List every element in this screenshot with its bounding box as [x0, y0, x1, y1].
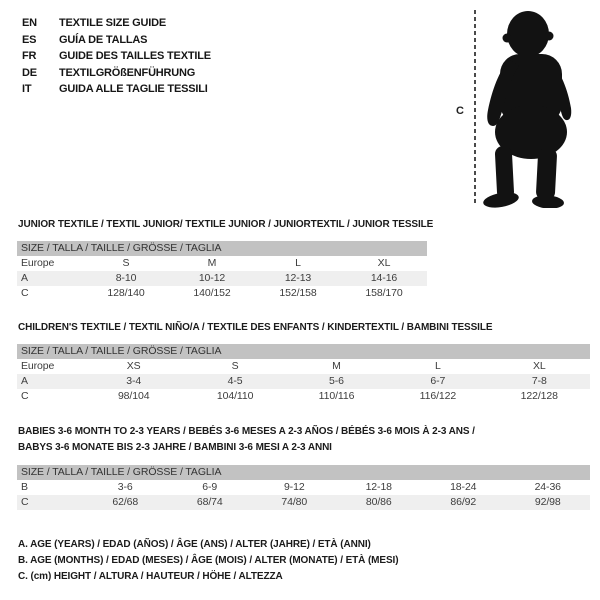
size-cell: 140/152	[193, 287, 231, 299]
size-cell: 86/92	[421, 495, 506, 510]
size-cell: 110/116	[318, 390, 355, 402]
size-cell: 74/80	[252, 495, 337, 510]
language-code: FR	[22, 50, 37, 63]
size-header-row	[17, 465, 590, 480]
size-cell: 158/170	[365, 287, 403, 299]
table-row	[17, 359, 590, 374]
size-cell: 80/86	[337, 495, 422, 510]
size-cell: S	[122, 257, 130, 269]
size-header-row	[17, 241, 427, 256]
row-label: Europe	[21, 257, 55, 269]
language-title: TEXTILE SIZE GUIDE	[59, 17, 167, 29]
size-cell: 104/110	[216, 390, 254, 402]
size-cell: L	[434, 360, 441, 372]
size-cell: 116/122	[419, 390, 457, 402]
size-cell: XL	[532, 360, 546, 372]
size-cell: 98/104	[117, 390, 150, 402]
language-title: TEXTILGRÖßENFÜHRUNG	[59, 66, 196, 79]
size-cell: 24-36	[534, 481, 561, 493]
language-row	[22, 32, 211, 49]
height-measure-dashed-line	[474, 10, 476, 206]
row-label: B	[21, 481, 28, 493]
size-cell: 152/158	[279, 287, 317, 299]
table-row	[17, 495, 590, 510]
size-cell: 68/74	[168, 495, 253, 510]
size-header-row	[17, 344, 590, 359]
babies-table-title	[18, 424, 475, 456]
language-row	[22, 48, 211, 65]
size-cell: 7-8	[489, 374, 590, 389]
row-label: C	[17, 495, 83, 510]
table-row	[17, 389, 590, 404]
size-cell: XS	[126, 360, 141, 372]
size-cell: M	[332, 360, 341, 372]
note-age-years: A. AGE (YEARS) / EDAD (AÑOS) / ÂGE (ANS) / ALTER (JAHRE) / ETÀ (ANNI)	[18, 539, 371, 550]
junior-size-table	[17, 241, 427, 301]
language-title: GUIDA ALLE TAGLIE TESSILI	[59, 83, 208, 96]
size-cell: 14-16	[341, 271, 427, 286]
size-cell: M	[207, 257, 217, 269]
language-row	[22, 81, 211, 98]
table-row	[17, 374, 590, 389]
size-cell: 12-13	[255, 271, 341, 286]
language-title: GUÍA DE TALLAS	[59, 33, 148, 46]
language-code: DE	[22, 66, 37, 79]
size-cell: 128/140	[107, 287, 145, 299]
children-table-title: CHILDREN'S TEXTILE / TEXTIL NIÑO/A / TEXTILE DES ENFANTS / KINDERTEXTIL / BAMBINI TESSILE	[18, 322, 493, 333]
size-cell: 8-10	[83, 271, 169, 286]
note-height-cm: C. (cm) HEIGHT / ALTURA / HAUTEUR / HÖHE / ALTEZZA	[18, 571, 283, 583]
row-label: C	[21, 287, 29, 299]
note-age-months: B. AGE (MONTHS) / EDAD (MESES) / ÂGE (MOIS) / ALTER (MONATE) / ETÀ (MESI)	[18, 555, 399, 567]
row-label: C	[21, 390, 29, 402]
language-row	[22, 65, 211, 82]
table-row	[17, 286, 427, 301]
size-cell: 92/98	[506, 495, 591, 510]
table-row	[17, 480, 590, 495]
size-cell: 12-18	[365, 481, 392, 493]
language-code: ES	[22, 33, 37, 46]
size-cell: 9-12	[283, 481, 305, 493]
size-cell: 3-6	[117, 481, 133, 493]
size-cell: 5-6	[286, 374, 387, 389]
size-header-label: SIZE / TALLA / TAILLE / GRÖSSE / TAGLIA	[17, 241, 427, 256]
language-row	[22, 15, 211, 32]
size-cell: 18-24	[450, 481, 477, 493]
size-cell: 3-4	[83, 374, 184, 389]
language-title-list	[22, 15, 211, 98]
size-header-label: SIZE / TALLA / TAILLE / GRÖSSE / TAGLIA	[17, 344, 590, 359]
table-row	[17, 256, 427, 271]
size-cell: 10-12	[169, 271, 255, 286]
height-measure-label: C	[456, 105, 464, 117]
babies-table-title-line2: BABYS 3-6 MONATE BIS 2-3 JAHRE / BAMBINI 3-6 MESI A 2-3 ANNI	[18, 442, 332, 453]
babies-size-table	[17, 465, 590, 510]
children-size-table	[17, 344, 590, 404]
baby-silhouette-icon	[480, 8, 580, 208]
row-label: Europe	[21, 360, 55, 372]
size-cell: L	[295, 257, 301, 269]
language-code: EN	[22, 17, 37, 29]
size-cell: S	[231, 360, 239, 372]
language-code: IT	[22, 83, 32, 96]
babies-table-title-line1: BABIES 3-6 MONTH TO 2-3 YEARS / BEBÉS 3-6 MESES A 2-3 AÑOS / BÉBÉS 3-6 MOIS À 2-3 ANS /	[18, 426, 475, 437]
junior-table-title: JUNIOR TEXTILE / TEXTIL JUNIOR/ TEXTILE JUNIOR / JUNIORTEXTIL / JUNIOR TESSILE	[18, 219, 434, 230]
size-cell: 122/128	[520, 390, 558, 402]
table-row	[17, 271, 427, 286]
row-label: A	[17, 271, 83, 286]
row-label: A	[17, 374, 83, 389]
language-title: GUIDE DES TAILLES TEXTILE	[59, 50, 211, 63]
legend-notes	[18, 537, 398, 586]
size-cell: XL	[377, 257, 391, 269]
size-cell: 4-5	[184, 374, 285, 389]
size-cell: 6-9	[202, 481, 218, 493]
size-cell: 6-7	[387, 374, 488, 389]
size-header-label: SIZE / TALLA / TAILLE / GRÖSSE / TAGLIA	[17, 465, 590, 480]
size-cell: 62/68	[83, 495, 168, 510]
